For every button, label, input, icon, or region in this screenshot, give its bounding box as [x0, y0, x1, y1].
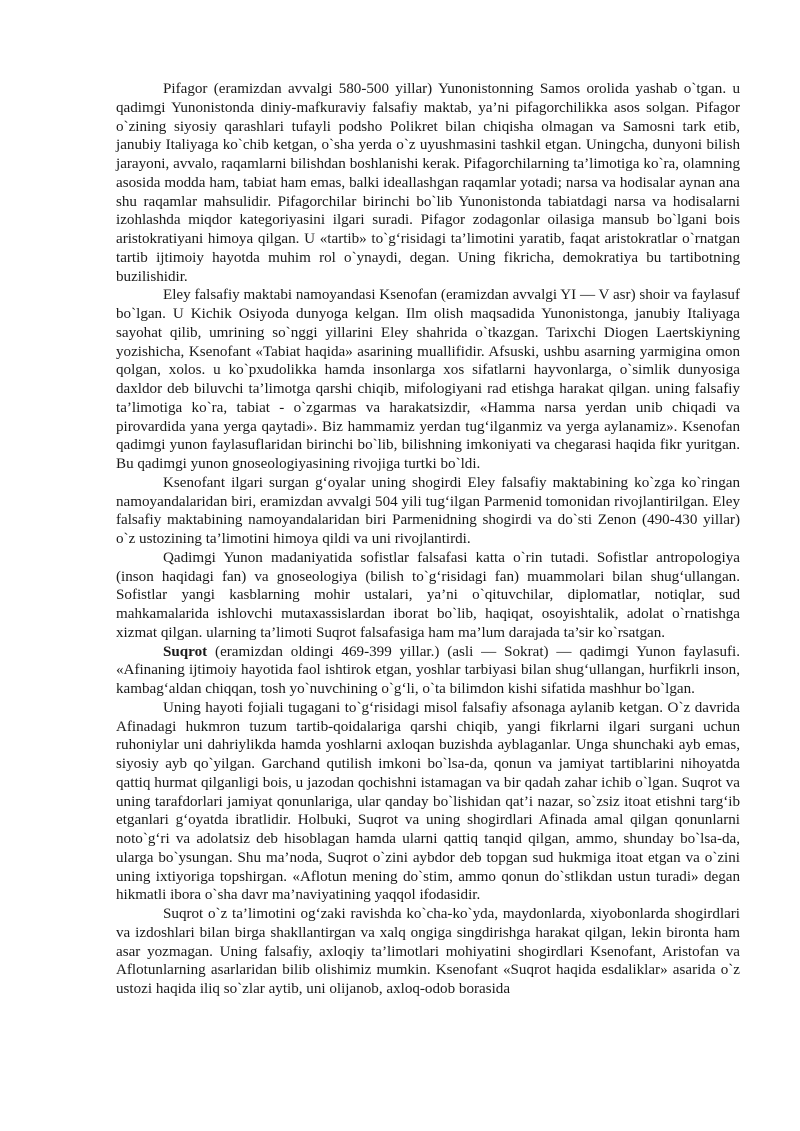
paragraph-ksenofan: Eley falsafiy maktabi namoyandasi Ksenofan (eramizdan avvalgi YI — V asr) shoir va faylasuf bo`lgan. U Kichik Osiyoda dunyoga kelgan. Ilm olish maqsadida Yunonistonga, janubiy Italiyaga sayohat qilib, umrining so`nggi yillarini Eley shahrida o`tkazgan. Tarixchi Diogen Laertskiyning yozishicha, Ksenofant «Tabiat haqida» asarining muallifidir. Afsuski, ushbu asarning yarmigina omon qolgan, xolos. u ko`pxudolikka hamda insonlarga xos sifatlarni hayvonlarga, o`simlik dunyosiga daxldor deb biluvchi ta’limotga qarshi chiqib, mifologiyani rad etishga harakat qilgan. uning falsafiy ta’limotiga ko`ra, tabiat - o`zgarmas va harakatsizdir, «Hamma narsa yerdan unib chiqadi va pirovardida yana yerga qaytadi». Biz hammamiz yerdan tug‘ilganmiz va yerga aylanamiz». Ksenofan qadimgi yunon faylasuflaridan birinchi bo`lib, bilishning imkoniyati va chegarasi haqida fikr yuritgan. Bu qadimgi yunon gnoseologiyasining rivojiga turtki bo`ldi. [116, 287, 740, 472]
paragraph-pifagor: Pifagor (eramizdan avvalgi 580-500 yillar) Yunonistonning Samos orolida yashab o`tgan. u qadimgi Yunonistonda diniy-mafkuraviy falsafiy maktab, ya’ni pifagorchilikka asos solgan. Pifagor o`zining siyosiy qarashlari tufayli podsho Polikret bilan chiqisha olmagan va Samosni tark etib, janubiy Italiyaga ko`chib ketgan, o`sha yerda o`z uyushmasini tashkil etgan. Uningcha, dunyoni bilish jarayoni, avvalo, raqamlarni bilishdan boshlanishi kerak. Pifagorchilarning ta’limotiga ko`ra, olamning asosida modda ham, tabiat ham emas, balki ideallashgan raqamlar yotadi; narsa va hodisalar aynan ana shu raqamlar mahsulidir. Pifagorchilar birinchi bo`lib Yunonistonda tabiatdagi narsa va hodisalarni izohlashda miqdor kategoriyasini ilgari suradi. Pifagor zodagonlar oilasiga mansub bo`lgani bois aristokratiyani himoya qilgan. U «tartib» to`g‘risidagi ta’limotini yaratib, faqat aristokratlar o`rnatgan tartib ijtimoiy hayotda muhim rol o`ynaydi, degan. Uning fikricha, demokratiya bu tartibotning buzilishidir. [116, 81, 740, 285]
paragraph-parmenid: Ksenofant ilgari surgan g‘oyalar uning shogirdi Eley falsafiy maktabining ko`zga ko`ringan namoyandalaridan biri, eramizdan avvalgi 504 yili tug‘ilgan Parmenid tomonidan rivojlantirilgan. Eley falsafiy maktabining namoyandalaridan biri Parmenidning shogirdi va do`sti Zenon (490-430 yillar) o`z ustozining ta’limotini himoya qildi va uni rivojlantirdi. [116, 474, 740, 547]
paragraph-suqrot-life: Uning hayoti fojiali tugagani to`g‘risidagi misol falsafiy afsonaga aylanib ketgan. O`z davrida Afinadagi hukmron tuzum tartib-qoidalariga qarshi chiqib, yangi fikrlarni ilgari surgani uchun ruhoniylar uni dahriylikda hamda yoshlarni axloqan buzishda ayblaganlar. Unga shunchaki ayb emas, siyosiy ayb qo`yilgan. Garchand qutilish imkoni bo`lsa-da, qonun va jamiyat tartiblarini nihoyatda qattiq hurmat qilganligi bois, u jazodan qochishni istamagan va bir qadah zahar ichib o`lgan. Suqrot va uning tarafdorlari jamiyat qonunlariga, ular qanday bo`lishidan qat’i nazar, so`zsiz itoat etishni targ‘ib etganlari g‘oyatda ibratlidir. Holbuki, Suqrot va uning shogirdlari Afinada amal qilgan qonunlarni noto`g‘ri va adolatsiz deb hisoblagan hamda ularni qattiq tanqid qilgan, ammo, shunday bo`lsa-da, ularga bo`ysungan. Shu ma’noda, Suqrot o`zini aybdor deb topgan sud hukmiga itoat etgan va o`zini uning ixtiyoriga topshirgan. «Aflotun mening do`stim, ammo qonun do`stlikdan ustun turadi» degan hikmatli ibora o`sha davr ma’naviyatining yaqqol ifodasidir. [116, 699, 740, 904]
paragraph-suqrot-teaching: Suqrot o`z ta’limotini og‘zaki ravishda ko`cha-ko`yda, maydonlarda, xiyobonlarda shogirdlari va izdoshlari bilan birga shakllantirgan va xalq ongiga singdirishga harakat qilgan, lekin bironta ham asar yozmagan. Uning falsafiy, axloqiy ta’limotlari mohiyatini shogirdlari Ksenofant, Aristofan va Aflotunlarning asarlaridan bilib olishimiz mumkin. Ksenofant «Suqrot haqida esdaliklar» asarida o`z ustozi haqida iliq so`zlar aytib, uni olijanob, axloq-odob borasida [116, 906, 740, 997]
paragraph-suqrot-intro [116, 643, 740, 699]
paragraph-sofistlar: Qadimgi Yunon madaniyatida sofistlar falsafasi katta o`rin tutadi. Sofistlar antropologiya (inson haqidagi fan) va gnoseologiya (bilish to`g‘risidagi fan) muammolari bilan shug‘ullangan. Sofistlar yangi kasblarning mohir ustalari, ya’ni o`qituvchilar, diplomatlar, notiqlar, sud mahkamalarida ishlovchi mutaxassislardan iborat bo`lib, haqiqat, osoyishtalik, adolat o`rnatishga xizmat qilgan. ularning ta’limoti Suqrot falsafasiga ham ma’lum darajada ta’sir ko`rsatgan. [116, 549, 740, 641]
suqrot-intro-text: (eramizdan oldingi 469-399 yillar.) (asli — Sokrat) — qadimgi Yunon faylasufi. «Afinaning ijtimoiy hayotida faol ishtirok etgan, yoshlar tarbiyasi bilan shug‘ullangan, hurfikrli inson, kambag‘aldan chiqqan, tosh yo`nuvchining o`g‘li, o`ta bilimdon kishi sifatida mashhur bo`lgan. [116, 643, 740, 697]
suqrot-bold-term: Suqrot [163, 643, 208, 660]
document-page [116, 80, 740, 999]
